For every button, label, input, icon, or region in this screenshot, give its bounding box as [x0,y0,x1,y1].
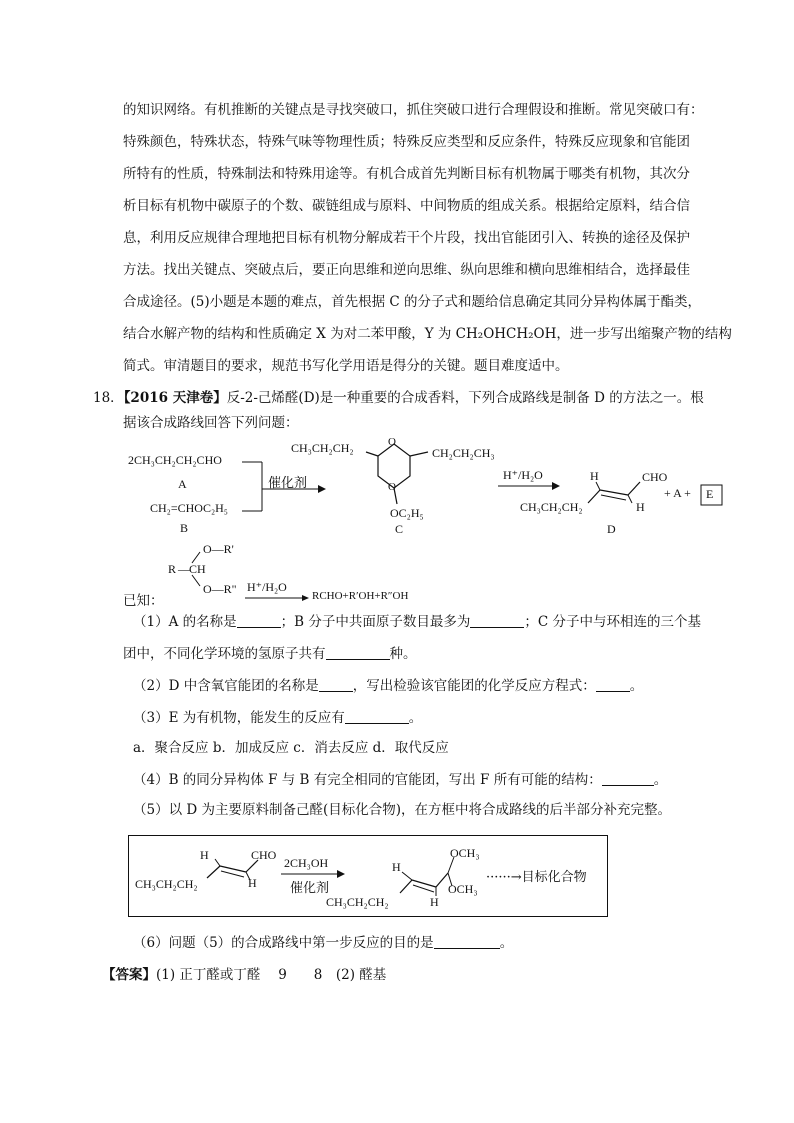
known-label: 已知： [123,593,164,609]
known-or1: O—R' [203,542,234,556]
known-or2: O—R" [203,582,237,596]
paragraph-line: 简式。审清题目的要求，规范书写化学用语是得分的关键。题目难度适中。 [123,358,569,374]
q4-text: 。 [653,772,668,788]
box-catalyst: 催化剂 [290,881,330,896]
box-reagent: 2CH₃OH [284,856,329,870]
q2-text: 。 [629,678,644,694]
ring-oxygen: O [388,481,396,493]
box-p-h1: H [392,860,401,874]
c-left-chain: CH₃CH₂CH₂ [291,441,354,455]
q6-text: （6）问题（5）的合成路线中第一步反应的目的是 [133,935,434,951]
reactant-b: CH₂=CHOC₂H₅ [150,501,228,515]
paragraph-line: 息，利用反应规律合理地把目标有机物分解成若干个片段，找出官能团引入、转换的途径及保护 [123,230,690,246]
q1-text: ；C 分子中与环相连的三个基 [524,614,701,630]
paragraph-line: 的知识网络。有机推断的关键点是寻找突破口，抓住突破口进行合理假设和推断。常见突破口有： [123,102,704,118]
q2-text: ，写出检验该官能团的化学反应方程式： [352,678,596,694]
q1-text: 团中，不同化学环境的氢原子共有 [123,646,326,662]
paragraph-line: 结合水解产物的结构和性质确定 X 为对二苯甲酸，Y 为 CH₂OHCH₂OH，进一步写出缩聚产物的结构 [123,326,732,342]
paragraph-line: 特殊颜色，特殊状态，特殊气味等物理性质；特殊反应类型和反应条件，特殊反应现象和官能团 [123,134,690,150]
answer-line [102,965,386,985]
paragraph-line: 析目标有机物中碳原子的个数、碳链组成与原料、中间物质的组成关系。根据给定原料，结合信 [123,198,690,214]
label-d: D [607,522,616,536]
q2-text: （2）D 中含氧官能团的名称是 [133,678,319,694]
box-h2: H [248,876,257,890]
known-dash: — [178,562,190,576]
box-e-label: E [706,487,714,501]
question-source: 【2016 天津卷】 [123,390,227,406]
paragraph-line: 方法。找出关键点、突破点后，要正向思维和逆向思维、纵向思维和横向思维相结合，选择最佳 [123,262,690,278]
box-och3: OCH₃ [448,882,478,896]
c-right-chain: CH₂CH₂CH₃ [432,446,495,460]
reactant-a: 2CH₃CH₂CH₂CHO [128,453,222,467]
known-products: RCHO+R′OH+R″OH [312,590,409,602]
c-ethoxy: OC₂H₅ [390,506,424,520]
box-h1: H [200,848,209,862]
question-number: 18． [93,390,124,406]
ring-oxygen: O [388,436,396,448]
question-intro-2: 据该合成路线回答下列问题： [123,415,299,431]
label-b: B [180,521,189,535]
q4-text: （4）B 的同分异构体 F 与 B 有完全相同的官能团，写出 F 所有可能的结构： [133,772,602,788]
label-a: A [178,477,187,491]
box-p-h2: H [430,895,439,909]
d-aldehyde: CHO [642,470,668,484]
box-p-chain: CH₃CH₂CH₂ [326,895,389,909]
box-cho: CHO [251,848,277,862]
plus-a: + A + [664,486,691,500]
d-chain: CH₃CH₂CH₂ [520,500,583,514]
known-ch: CH [189,562,206,576]
box-och3: OCH₃ [450,846,480,860]
q6 [133,933,513,953]
answer-text: (1) 正丁醛或丁醛 9 8 (2) 醛基 [156,967,387,983]
paragraph-line: 所特有的性质，特殊制法和特殊用途等。有机合成首先判断目标有机物属于哪类有机物，其次分 [123,166,690,182]
paragraph-line: 合成途径。(5)小题是本题的难点，首先根据 C 的分子式和题给信息确定其同分异构体属于酯类， [123,294,702,310]
catalyst-label: 催化剂 [268,476,308,491]
q3-text: （3）E 为有机物，能发生的反应有 [133,710,345,726]
q1-text: ；B 分子中共面原子数目最多为 [280,614,471,630]
label-c: C [395,522,404,536]
q1-text: （1）A 的名称是 [133,614,237,630]
answer-blank[interactable] [434,934,500,949]
q5: （5）以 D 为主要原料制备己醛(目标化合物)，在方框中将合成路线的后半部分补充完整。 [133,802,672,818]
q1-text: 种。 [389,646,417,662]
q3-options: a．聚合反应 b．加成反应 c．消去反应 d．取代反应 [133,740,449,756]
reagent-label: H⁺/H₂O [503,468,543,482]
d-hydrogen: H [590,469,599,483]
q3-text: 。 [408,710,423,726]
box-chain: CH₃CH₂CH₂ [135,877,198,891]
known-reagent: H⁺/H₂O [247,580,287,594]
question-intro-text: 反-2-己烯醛(D)是一种重要的合成香料，下列合成路线是制备 D 的方法之一。根 [226,390,704,406]
box-target: ······→目标化合物 [486,870,587,885]
known-r: R [168,562,177,576]
d-hydrogen: H [636,500,645,514]
answer-label: 【答案】 [102,967,156,983]
q6-text: 。 [499,935,514,951]
